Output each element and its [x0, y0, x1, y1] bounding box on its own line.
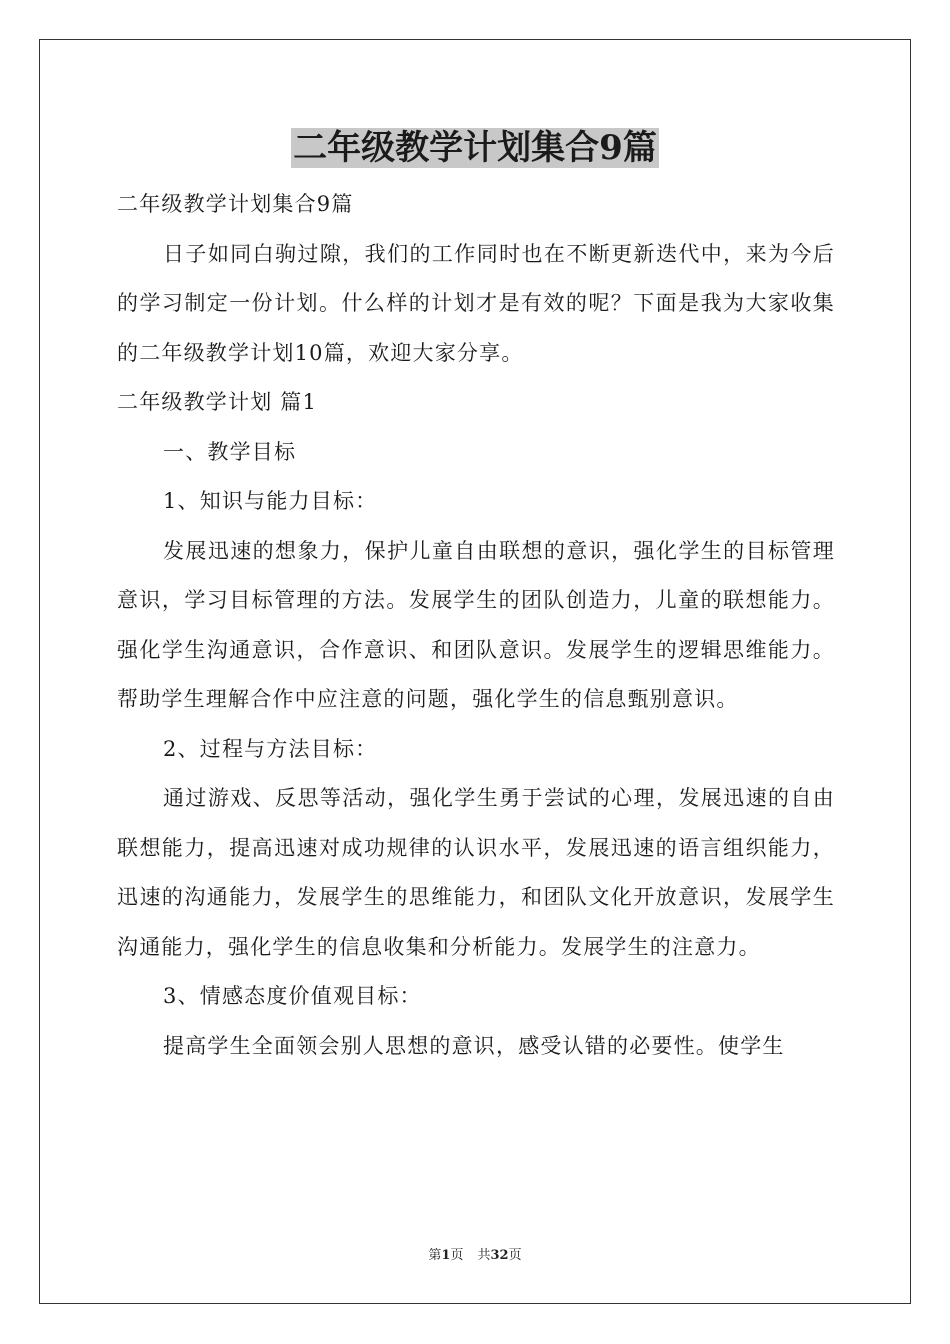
total-pages: 32	[490, 1248, 509, 1263]
document-title	[0, 126, 950, 170]
page-suffix: 页	[450, 1248, 464, 1263]
subtitle-paragraph: 二年级教学计划集合9篇	[117, 192, 354, 216]
intro-paragraph: 日子如同白驹过隙，我们的工作同时也在不断更新迭代中，来为今后的学习制定一份计划。什么样的计划才是有效的呢？下面是我为大家收集的二年级教学计划10篇，欢迎大家分享。	[117, 241, 835, 365]
page-footer	[0, 1247, 950, 1265]
page-prefix: 第	[428, 1248, 442, 1263]
emotion-goals-paragraph: 提高学生全面领会别人思想的意识，感受认错的必要性。使学生	[163, 1033, 785, 1058]
process-goals-paragraph: 通过游戏、反思等活动，强化学生勇于尝试的心理，发展迅速的自由联想能力，提高迅速对成功规律的认识水平，发展迅速的语言组织能力，迅速的沟通能力，发展学生的思维能力，和团队文化开放意识，发展学生沟通能力，强化学生的信息收集和分析能力。发展学生的注意力。	[117, 786, 835, 959]
knowledge-goals-paragraph: 发展迅速的想象力，保护儿童自由联想的意识，强化学生的目标管理意识，学习目标管理的方法。发展学生的团队创造力，儿童的联想能力。强化学生沟通意识，合作意识、和团队意识。发展学生的逻辑思维能力。帮助学生理解合作中应注意的问题，强化学生的信息甄别意识。	[117, 538, 835, 711]
teaching-goals-heading: 一、教学目标	[163, 439, 297, 464]
document-title-text: 二年级教学计划集合9篇	[293, 128, 657, 168]
emotion-goals-heading: 3、情感态度价值观目标：	[163, 984, 422, 1008]
page-number: 1	[441, 1248, 451, 1263]
total-suffix: 页	[508, 1248, 522, 1263]
document-body	[117, 180, 835, 1071]
knowledge-goals-heading: 1、知识与能力目标：	[163, 489, 378, 513]
section-heading: 二年级教学计划 篇1	[117, 390, 318, 414]
process-goals-heading: 2、过程与方法目标：	[163, 736, 378, 761]
total-prefix: 共	[477, 1248, 491, 1263]
